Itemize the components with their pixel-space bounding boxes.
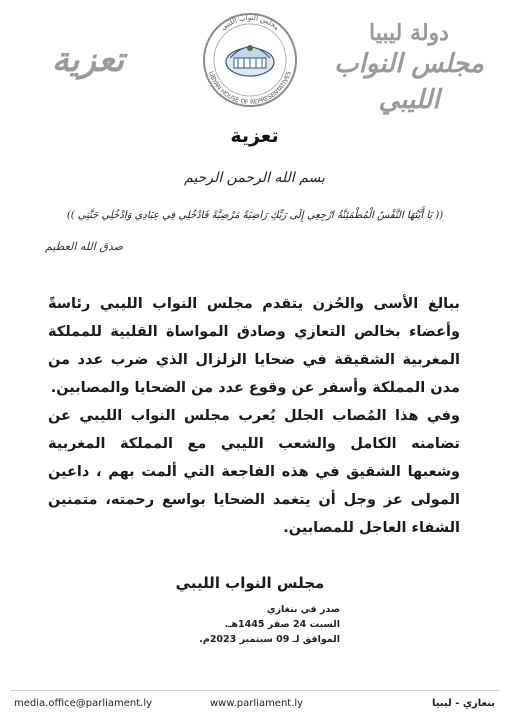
emblem-bottom-text: LIBYAN HOUSE OF REPRESENTATIVES <box>207 70 293 107</box>
svg-text:مجلس النواب الليبي <box>219 14 281 32</box>
basmala-calligraphy: بسم الله الرحمن الرحيم <box>184 170 325 186</box>
header-state-name <box>329 20 489 118</box>
signature-name: مجلس النواب الليبي <box>175 574 325 592</box>
footer-website: www.parliament.ly <box>210 698 304 709</box>
sadaqa-calligraphy: صدق الله العظيم <box>45 240 123 253</box>
letterhead <box>0 0 509 115</box>
issued-block <box>170 602 340 647</box>
state-of-libya-text: دولة ليبيا <box>369 20 449 46</box>
quran-verse: (( يَا أَيَّتُهَا النَّفْسُ الْمُطْمَئِنَّةُ ارْجِعِي إِلَى رَبِّكِ رَاضِيَةً مَرْضِيَّةً فَادْخُلِي فِي عِبَادِي وَادْخُلِي جَنَّتِي )) <box>66 210 444 221</box>
body-paragraph: ببالغ الأسى والحُزن يتقدم مجلس النواب الليبي رئاسةً وأعضاء بخالص التعازي وصادق المواساة القلبية للمملكة المغربية الشقيقة في ضحايا الزلزال الذي ضرب عدد من مدن المملكة وأسفر عن وقوع عدد من الضحايا والمصابين. <box>48 296 460 396</box>
header-condolence-calligraphy: تعزية <box>51 40 125 80</box>
body-paragraph: وفي هذا المُصاب الجلل يُعرب مجلس النواب الليبي عن تضامنه الكامل والشعب الليبي مع المملكة المغربية وشعبها الشقيق في هذه الفاجعة التي ألمت بهم ، داعين المولى عز وجل أن يتغمد الضحايا بواسع رحمته، متمنين الشفاء العاجل للمصابين. <box>48 408 460 536</box>
issued-place: صدر في بنغازي <box>266 604 340 615</box>
parliament-emblem-icon <box>196 8 304 108</box>
issued-gregorian-date: الموافق لـ 09 سبتمبر 2023م. <box>199 634 340 645</box>
issued-hijri-date: السبت 24 صفر 1445هـ. <box>224 619 340 630</box>
emblem-top-text: مجلس النواب الليبي <box>219 13 281 32</box>
document-title: تعزية <box>230 125 279 147</box>
footer-location: بنغازي - ليبيا <box>431 698 495 709</box>
condolence-body <box>48 290 460 542</box>
footer <box>0 696 509 716</box>
house-of-representatives-text: مجلس النواب الليبي <box>334 49 484 115</box>
footer-divider <box>10 690 499 691</box>
footer-email: media.office@parliament.ly <box>14 698 153 709</box>
